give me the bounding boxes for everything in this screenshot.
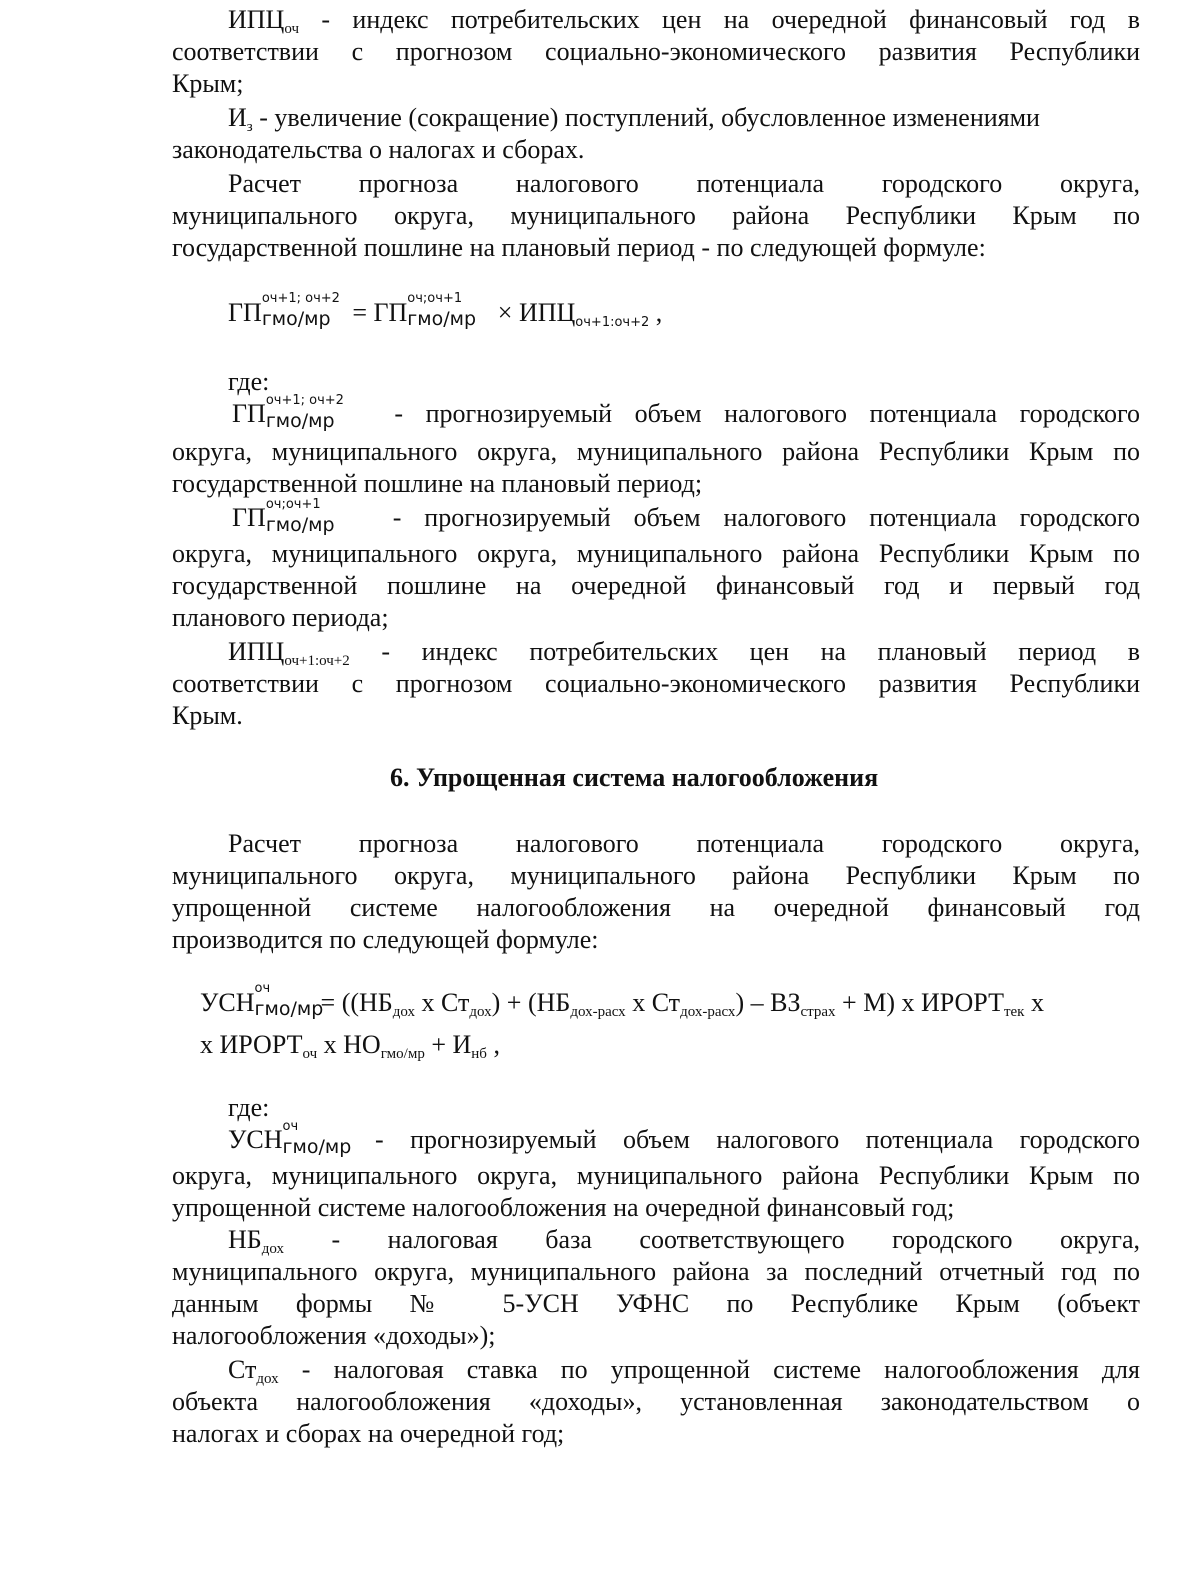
- ipc-definition-line-3: Крым;: [172, 69, 244, 98]
- duty-calc-line-3: государственной пошлине на плановый период - по следующей формуле:: [172, 233, 986, 262]
- usn-calc-line-3: упрощенной системе налогообложения на очередной финансовый год: [172, 893, 1140, 922]
- ipc-definition-line-2: соответствии с прогнозом социально-экономического развития Республики: [172, 37, 1140, 66]
- section-heading: 6. Упрощенная система налогообложения: [390, 763, 879, 792]
- gp-current-definition-line-3: государственной пошлине на очередной финансовый год и первый год: [172, 571, 1140, 600]
- gp-current-definition-line-4: планового периода;: [172, 603, 389, 632]
- gp-current-definition-line-2: округа, муниципального округа, муниципального района Республики Крым по: [172, 539, 1140, 568]
- duty-calc-line-1: Расчет прогноза налогового потенциала городского округа,: [228, 169, 1140, 198]
- gp-plan-definition-line-2: округа, муниципального округа, муниципального района Республики Крым по: [172, 437, 1140, 466]
- nb-definition-line-3: данным формы № 5-УСН УФНС по Республике Крым (объект: [172, 1289, 1140, 1318]
- gp-plan-definition-line-3: государственной пошлине на плановый период;: [172, 469, 703, 498]
- usn-calc-line-1: Расчет прогноза налогового потенциала городского округа,: [228, 829, 1140, 858]
- usn-definition-line-3: упрощенной системе налогообложения на очередной финансовый год;: [172, 1193, 955, 1222]
- duty-calc-line-2: муниципального округа, муниципального района Республики Крым по: [172, 201, 1140, 230]
- st-definition-line-1: $Ст_{дох}$ - налоговая ставка по упрощенной системе налогообложения для: [228, 1355, 1140, 1387]
- nb-definition-line-4: налогообложения «доходы»);: [172, 1321, 496, 1350]
- iz-definition-line-2: законодательства о налогах и сборах.: [172, 135, 585, 164]
- where-label-2: где:: [228, 1093, 270, 1122]
- formula-usn-line-2: х $ИРОРТ_{оч}$ х $НО_{гмо/мр} + И_{нб}$ ,: [200, 1030, 500, 1062]
- usn-calc-line-4: производится по следующей формуле:: [172, 925, 599, 954]
- st-definition-line-2: объекта налогообложения «доходы», установленная законодательством о: [172, 1387, 1140, 1416]
- where-label-1: где:: [228, 367, 270, 396]
- gp-current-definition-line-1: ГП оч;оч+1 гмо/мр - прогнозируемый объем налогового потенциала городского: [232, 497, 1140, 536]
- usn-calc-line-2: муниципального округа, муниципального района Республики Крым по: [172, 861, 1140, 890]
- formula-usn-line-1: УСН оч гмо/мр = (($НБ_{дох}$ х $Ст_{дох}) + (НБ_{дох-расх}$ х $Ст_{дох-расх}) - ВЗ_{страх} + М$) х $ИРОРТ_{тек}$ х: [200, 981, 1044, 1020]
- ipc-plan-definition-line-2: соответствии с прогнозом социально-экономического развития Республики: [172, 669, 1140, 698]
- usn-definition-line-2: округа, муниципального округа, муниципального района Республики Крым по: [172, 1161, 1140, 1190]
- nb-definition-line-1: $НБ_{дох}$ - налоговая база соответствующего городского округа,: [228, 1225, 1140, 1257]
- ipc-plan-definition-line-3: Крым.: [172, 701, 243, 730]
- st-definition-line-3: налогах и сборах на очередной год;: [172, 1419, 565, 1448]
- ipc-plan-definition-line-1: $ИПЦ_{оч+1:оч+2}$ - индекс потребительских цен на плановый период в: [228, 637, 1140, 669]
- iz-definition-line-1: $И_з$ - увеличение (сокращение) поступлений, обусловленное изменениями: [228, 103, 1040, 135]
- formula-duty: ГП оч+1; оч+2 гмо/мр = ГП оч;оч+1 гмо/мр × $ИПЦ_{оч+1:оч+2}$ ,: [228, 291, 663, 330]
- nb-definition-line-2: муниципального округа, муниципального района за последний отчетный год по: [172, 1257, 1140, 1286]
- ipc-definition-line-1: $ИПЦ_{оч}$ - индекс потребительских цен на очередной финансовый год в: [228, 5, 1140, 37]
- usn-definition-line-1: УСН оч гмо/мр - прогнозируемый объем налогового потенциала городского: [228, 1119, 1140, 1158]
- gp-plan-definition-line-1: ГП оч+1; оч+2 гмо/мр - прогнозируемый объем налогового потенциала городского: [232, 393, 1140, 432]
